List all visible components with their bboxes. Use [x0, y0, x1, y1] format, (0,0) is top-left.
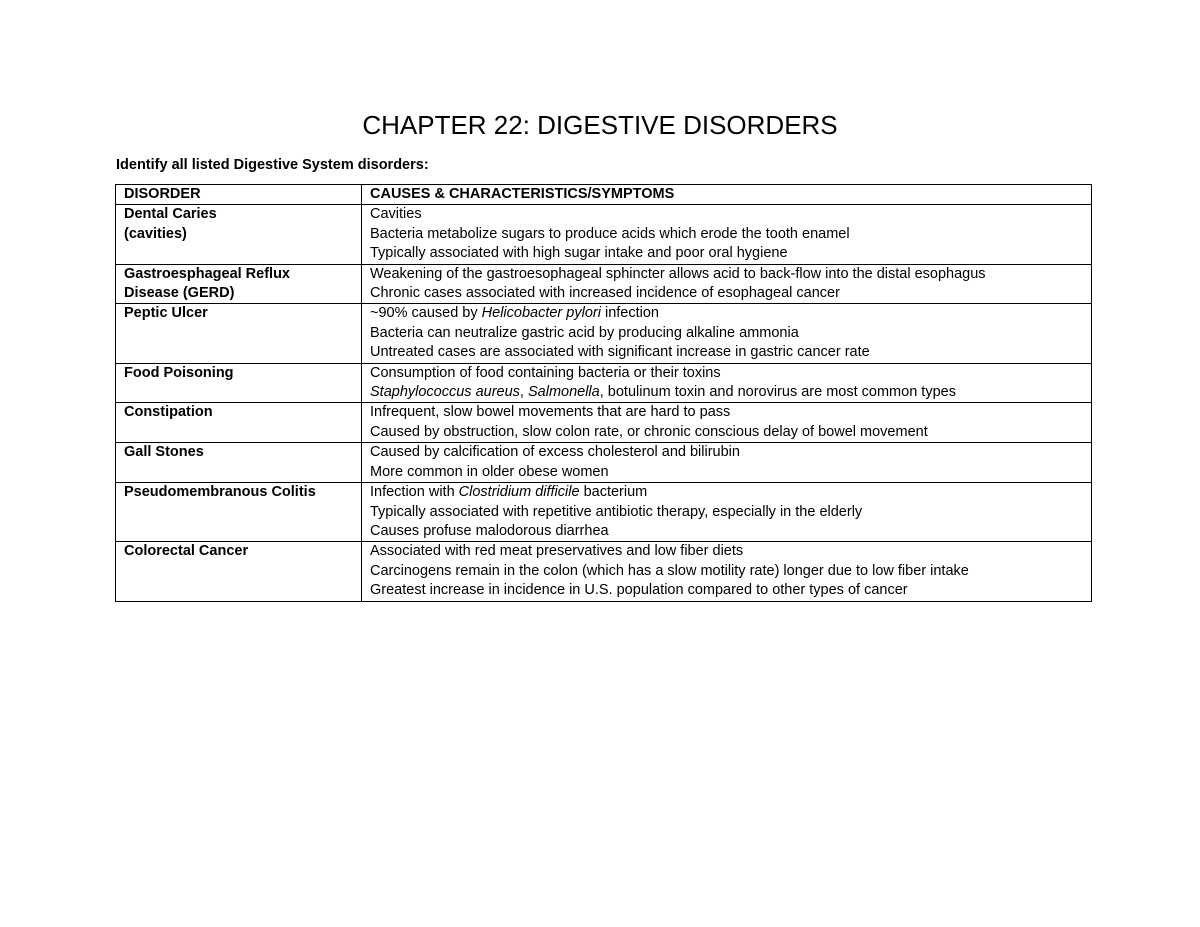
description-text: Bacteria can neutralize gastric acid by producing alkaline ammonia — [370, 324, 799, 341]
description-line — [370, 244, 1091, 263]
disorder-description — [362, 443, 1092, 483]
description-text: More common in older obese women — [370, 463, 609, 480]
table-row — [116, 304, 1092, 363]
disorder-name: Colorectal Cancer — [116, 542, 362, 601]
description-line — [370, 443, 1091, 462]
description-text: Consumption of food containing bacteria or their toxins — [370, 364, 721, 381]
organism-name: Helicobacter pylori — [481, 305, 601, 322]
organism-name: Clostridium difficile — [458, 484, 580, 501]
instruction-text: Identify all listed Digestive System disorders: — [116, 157, 429, 173]
description-line — [370, 581, 1091, 600]
description-line — [370, 265, 1091, 284]
disorder-description — [362, 304, 1092, 363]
description-text: Infection with — [370, 484, 459, 501]
description-text: Carcinogens remain in the colon (which has a slow motility rate) longer due to low fiber intake — [370, 562, 969, 579]
table-body — [116, 205, 1092, 601]
table-header-row — [116, 185, 1092, 205]
description-text: Caused by obstruction, slow colon rate, or chronic conscious delay of bowel movement — [370, 423, 928, 440]
disorder-description — [362, 264, 1092, 304]
description-text: bacterium — [579, 484, 648, 501]
description-line — [370, 304, 1091, 323]
disorder-name: Gall Stones — [116, 443, 362, 483]
organism-name: Salmonella — [527, 384, 600, 401]
description-line — [370, 423, 1091, 442]
description-text: Chronic cases associated with increased incidence of esophageal cancer — [370, 285, 840, 302]
description-text: , — [519, 384, 528, 401]
header-causes: CAUSES & CHARACTERISTICS/SYMPTOMS — [362, 185, 1092, 205]
description-line — [370, 205, 1091, 224]
description-line — [370, 284, 1091, 303]
description-text: Infrequent, slow bowel movements that are hard to pass — [370, 404, 731, 421]
disorder-name: Gastroesphageal Reflux Disease (GERD) — [116, 264, 362, 304]
description-text: Typically associated with high sugar intake and poor oral hygiene — [370, 245, 788, 262]
table-row — [116, 443, 1092, 483]
disorder-description — [362, 483, 1092, 542]
description-line — [370, 463, 1091, 482]
description-line — [370, 383, 1091, 402]
disorder-name: Constipation — [116, 403, 362, 443]
description-line — [370, 343, 1091, 362]
organism-name: Staphylococcus aureus — [370, 384, 520, 401]
description-text: Caused by calcification of excess cholesterol and bilirubin — [370, 444, 740, 461]
disorder-description — [362, 403, 1092, 443]
description-text: Weakening of the gastroesophageal sphincter allows acid to back-flow into the distal esophagus — [370, 265, 986, 282]
disorder-name: Food Poisoning — [116, 363, 362, 403]
description-line — [370, 503, 1091, 522]
table-row — [116, 483, 1092, 542]
disorder-description — [362, 205, 1092, 264]
disorder-name: Pseudomembranous Colitis — [116, 483, 362, 542]
description-text: Untreated cases are associated with significant increase in gastric cancer rate — [370, 344, 870, 361]
table-row — [116, 205, 1092, 264]
description-text: Typically associated with repetitive antibiotic therapy, especially in the elderly — [370, 503, 863, 520]
table-row — [116, 264, 1092, 304]
description-line — [370, 403, 1091, 422]
description-line — [370, 562, 1091, 581]
description-line — [370, 324, 1091, 343]
description-text: Associated with red meat preservatives and low fiber diets — [370, 543, 744, 560]
description-text: Bacteria metabolize sugars to produce acids which erode the tooth enamel — [370, 225, 850, 242]
description-line — [370, 522, 1091, 541]
description-text: Causes profuse malodorous diarrhea — [370, 522, 609, 539]
description-line — [370, 225, 1091, 244]
description-line — [370, 483, 1091, 502]
description-text: Cavities — [370, 206, 422, 223]
description-text: Greatest increase in incidence in U.S. population compared to other types of cancer — [370, 582, 908, 599]
description-text: infection — [600, 305, 659, 322]
description-text: , botulinum toxin and norovirus are most common types — [599, 384, 956, 401]
page-title: CHAPTER 22: DIGESTIVE DISORDERS — [362, 110, 838, 140]
disorder-description — [362, 363, 1092, 403]
disorders-table — [115, 184, 1092, 602]
description-text: ~90% caused by — [370, 305, 482, 322]
description-line — [370, 542, 1091, 561]
description-line — [370, 364, 1091, 383]
disorder-description — [362, 542, 1092, 601]
header-disorder: DISORDER — [116, 185, 362, 205]
table-row — [116, 542, 1092, 601]
disorder-name: Peptic Ulcer — [116, 304, 362, 363]
table-row — [116, 363, 1092, 403]
disorder-name: Dental Caries (cavities) — [116, 205, 362, 264]
table-row — [116, 403, 1092, 443]
